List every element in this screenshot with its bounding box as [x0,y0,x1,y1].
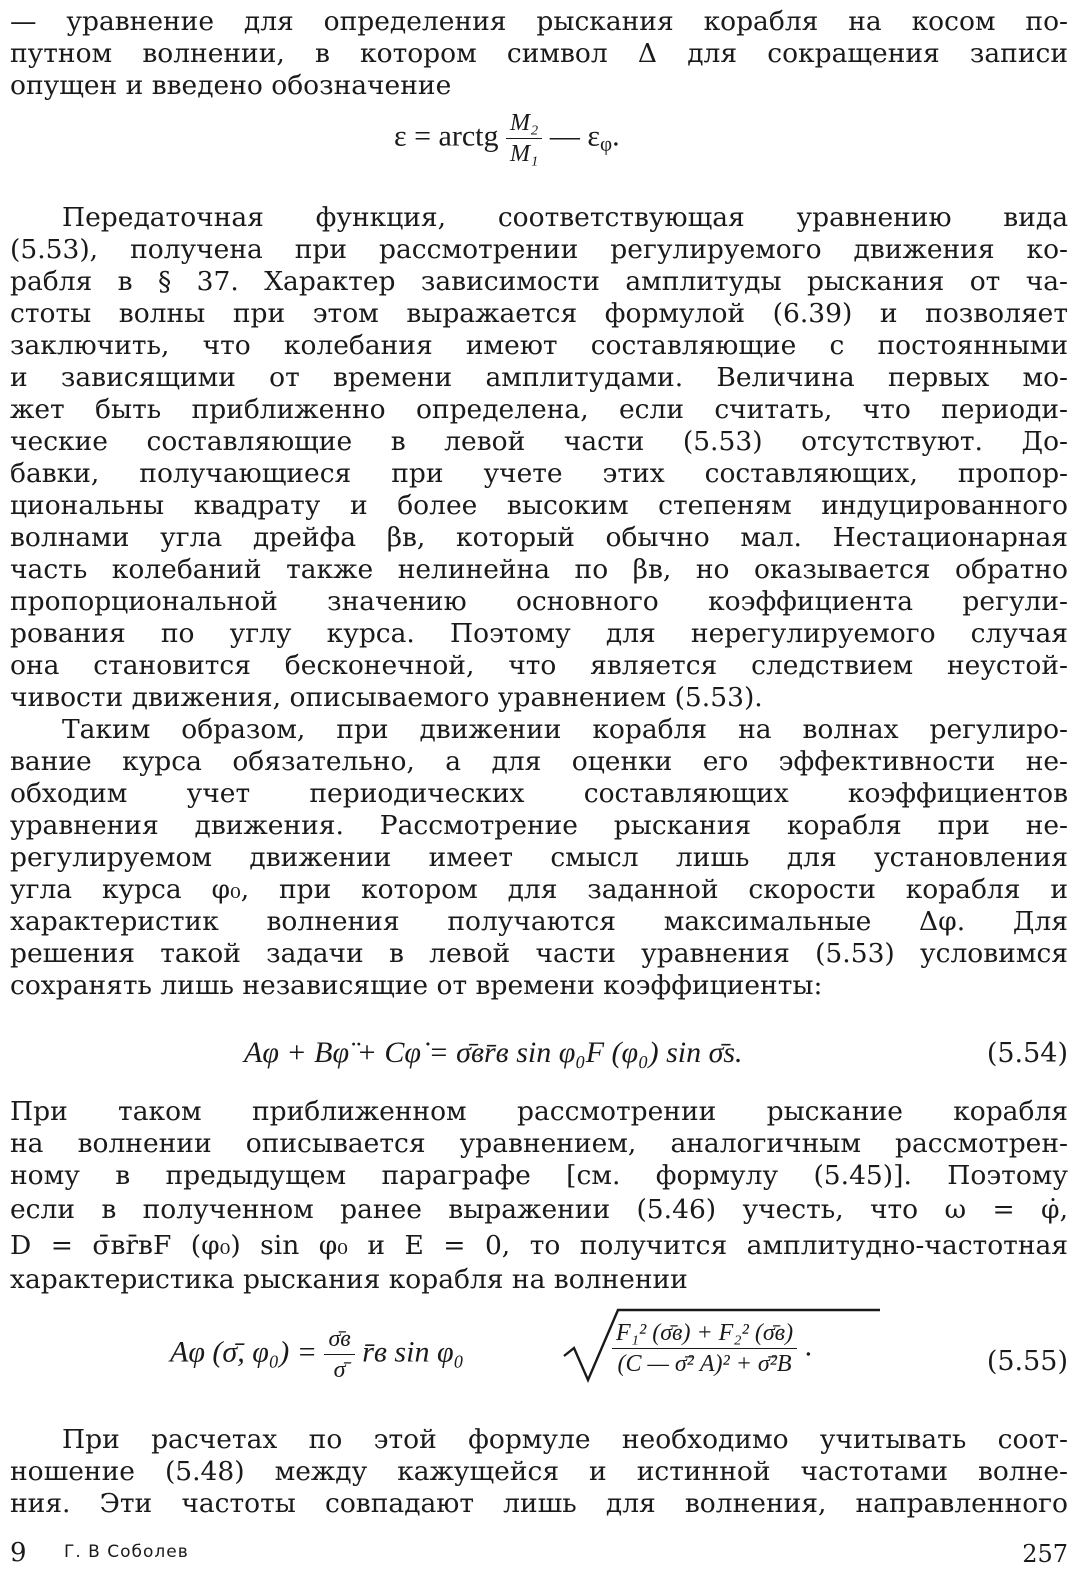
formula-5-55-root-denominator: (C — σ̄² A)² + σ̄²B [617,1351,792,1377]
paragraph-line: ния. Эти частоты совпадают лишь для волнения, направленного [10,1488,1068,1519]
formula-epsilon-lhs: ε = arctg [394,119,499,153]
paragraph-line: (5.53), получена при рассмотрении регулируемого движения ко- [10,234,1068,265]
intro-line: — уравнение для определения рыскания корабля на косом по- [10,6,1068,37]
paragraph-line: чивости движения, описываемого уравнением (5.53). [10,682,763,713]
equation-number: (5.55) [986,1346,1068,1377]
formula-5-55-radicand [612,1318,812,1379]
paragraph-line: и зависящими от времени амплитудами. Величина первых мо- [10,362,1068,393]
formula-epsilon-numerator: M₂ [506,108,542,139]
formula-epsilon-fraction [506,108,542,169]
paragraph-line: если в полученном ранее выражении (5.46) учесть, что ω = φ̇, [10,1194,1068,1225]
formula-epsilon-rhs: — ε [549,119,600,153]
formula-5-55-root-numerator: F₁² (σ̄в) + F₂² (σ̄в) [612,1318,797,1349]
formula-epsilon-end: . [612,119,620,153]
intro-line: путном волнении, в котором символ Δ для сокращения записи [10,38,1068,69]
formula-epsilon [394,108,620,169]
paragraph-line: Передаточная функция, соответствующая уравнению вида [62,202,1068,233]
formula-epsilon-sub: φ [599,131,613,156]
formula-5-55-denominator: σ̄ [333,1357,346,1383]
paragraph-line: стоты волны при этом выражается формулой (6.39) и позволяет [10,298,1068,329]
page-number: 257 [1022,1540,1068,1568]
paragraph-line: рования по углу курса. Поэтому для нерегулируемого случая [10,618,1068,649]
signature-number: 9 [10,1538,27,1568]
paragraph-line: ческие составляющие в левой части (5.53) отсутствуют. До- [10,426,1068,457]
paragraph-line: решения такой задачи в левой части уравнения (5.53) условимся [10,938,1068,969]
formula-5-55-lhs: Aφ (σ̄, φ₀) = [170,1335,317,1369]
paragraph-line: заключить, что колебания имеют составляющие с постоянными [10,330,1068,361]
formula-5-55-root-fraction [612,1318,797,1379]
formula-5-55 [170,1324,464,1385]
paragraph-line: бавки, получающиеся при учете этих составляющих, пропор- [10,458,1068,489]
formula-epsilon-denominator: M₁ [509,141,539,167]
formula-5-54 [244,1036,743,1070]
paragraph-line: При расчетах по этой формуле необходимо учитывать соот- [62,1424,1068,1455]
paragraph-line: ношение (5.48) между кажущейся и истинной частотами волне- [10,1456,1068,1487]
paragraph-line: на волнении описывается уравнением, аналогичным рассмотрен- [10,1128,1068,1159]
paragraph-line: При таком приближенном рассмотрении рыскание корабля [10,1096,1068,1127]
equation-number: (5.54) [986,1038,1068,1069]
paragraph-line: характеристика рыскания корабля на волнении [10,1264,688,1295]
paragraph-line: характеристик волнения получаются максимальные Δφ. Для [10,906,1068,937]
paragraph-line: циональны квадрату и более высоким степеням индуцированного [10,490,1068,521]
page-footer [10,1538,1068,1572]
intro-line: опущен и введено обозначение [10,70,452,101]
paragraph-line: жет быть приближенно определена, если считать, что периоди- [10,394,1068,425]
formula-5-55-end: . [804,1329,813,1363]
paragraph-line: вание курса обязательно, а для оценки его эффективности не- [10,746,1068,777]
formula-5-55-mid: r̄в sin φ₀ [362,1335,464,1369]
paragraph-line: волнами угла дрейфа βв, который обычно мал. Нестационарная [10,522,1068,553]
paragraph-line: угла курса φ₀, при котором для заданной скорости корабля и [10,874,1068,905]
paragraph-line: рабля в § 37. Характер зависимости амплитуды рыскания от ча- [10,266,1068,297]
formula-5-55-numerator: σ̄в [324,1324,354,1355]
formula-5-54-body: Aφ + Bφ̈ + Cφ̇ = σ̄вr̄в sin φ₀F (φ₀) sin σ̄s. [244,1036,743,1069]
paragraph-line: ному в предыдущем параграфе [см. формулу (5.45)]. Поэтому [10,1160,1068,1191]
paragraph-line: она становится бесконечной, что является следствием неустой- [10,650,1068,681]
paragraph-line: регулируемом движении имеет смысл лишь для установления [10,842,1068,873]
paragraph-line: часть колебаний также нелинейна по βв, но оказывается обратно [10,554,1068,585]
formula-5-55-fraction [324,1324,354,1385]
paragraph-line: уравнения движения. Рассмотрение рыскания корабля при не- [10,810,1068,841]
paragraph-line: сохранять лишь независящие от времени коэффициенты: [10,970,823,1001]
paragraph-line: Таким образом, при движении корабля на волнах регулиро- [62,714,1068,745]
paragraph-line: D = σ̄вr̄вF (φ₀) sin φ₀ и E = 0, то получится амплитудно-частотная [10,1230,1068,1261]
signature-author: Г. В Соболев [64,1542,189,1562]
paragraph-line: обходим учет периодических составляющих коэффициентов [10,778,1068,809]
paragraph-line: пропорциональной значению основного коэффициента регули- [10,586,1068,617]
